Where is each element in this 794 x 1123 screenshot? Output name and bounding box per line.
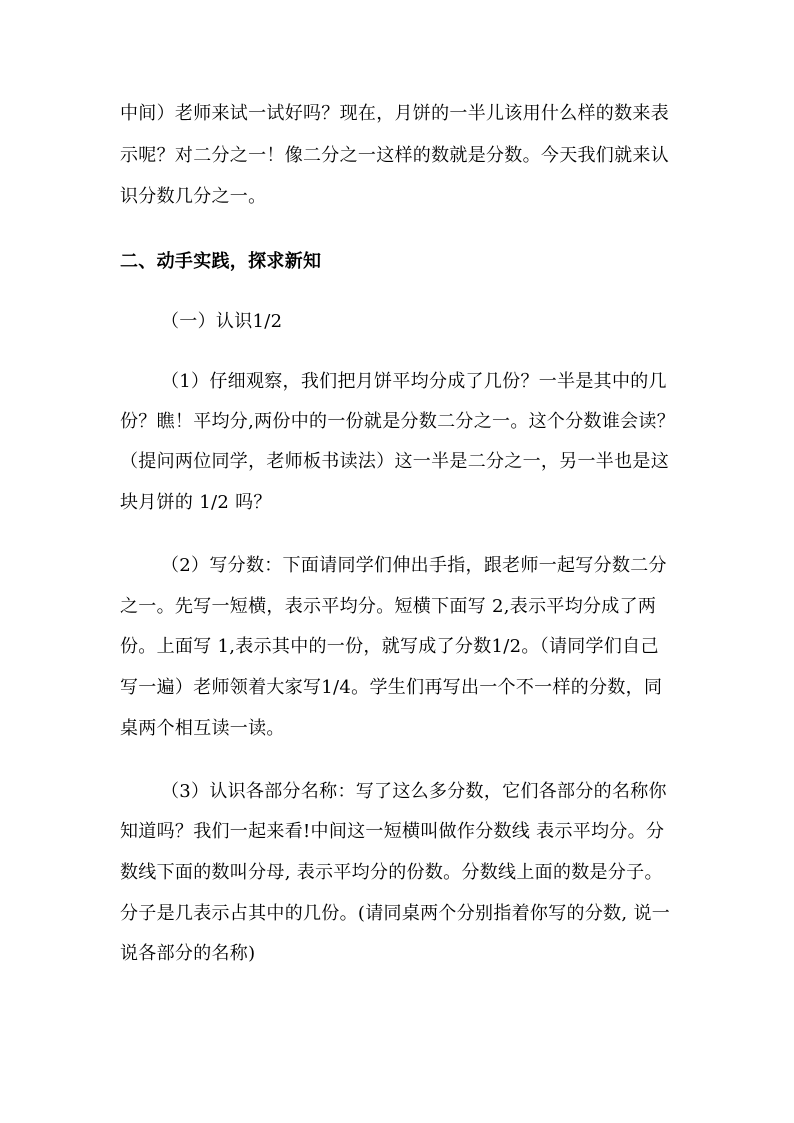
para2-line-5: 桌两个相互读一读。: [120, 718, 285, 739]
intro-line-2: 示呢？对二分之一！像二分之一这样的数就是分数。今天我们就来认: [120, 145, 669, 166]
para1-line-4: 块月饼的 1/2 吗？: [120, 492, 272, 513]
para1-line-1: （1）仔细观察，我们把月饼平均分成了几份？一半是其中的几: [161, 371, 667, 392]
para3-line-2: 知道吗？我们一起来看!中间这一短横叫做作分数线 表示平均分。分: [120, 821, 665, 842]
para2-line-4: 写一遍）老师领着大家写1/4。学生们再写出一个不一样的分数，同: [120, 677, 663, 698]
para3-line-5: 说各部分的名称): [120, 943, 256, 964]
para3-line-3: 数线下面的数叫分母, 表示平均分的份数。分数线上面的数是分子。: [120, 862, 663, 883]
para2-line-2: 之一。先写一短横，表示平均分。短横下面写 2,表示平均分成了两: [120, 596, 657, 617]
intro-line-3: 识分数几分之一。: [120, 186, 267, 207]
para1-line-2: 份？瞧！平均分,两份中的一份就是分数二分之一。这个分数谁会读？: [120, 411, 676, 432]
para3-line-4: 分子是几表示占其中的几份。(请同桌两个分别指着你写的分数, 说一: [120, 903, 671, 924]
para3-line-1: （3）认识各部分名称：写了这么多分数，它们各部分的名称你: [161, 781, 667, 802]
subheading: （一）认识1/2: [161, 311, 283, 332]
para2-line-3: 份。上面写 1,表示其中的一份，就写成了分数1/2。（请同学们自己: [120, 636, 659, 657]
para1-line-3: （提问两位同学，老师板书读法）这一半是二分之一，另一半也是这: [120, 451, 669, 472]
section-heading: 二、动手实践，探求新知: [120, 251, 322, 272]
intro-line-1: 中间）老师来试一试好吗？现在，月饼的一半儿该用什么样的数来表: [120, 103, 669, 124]
para2-line-1: （2）写分数：下面请同学们伸出手指，跟老师一起写分数二分: [161, 555, 667, 576]
